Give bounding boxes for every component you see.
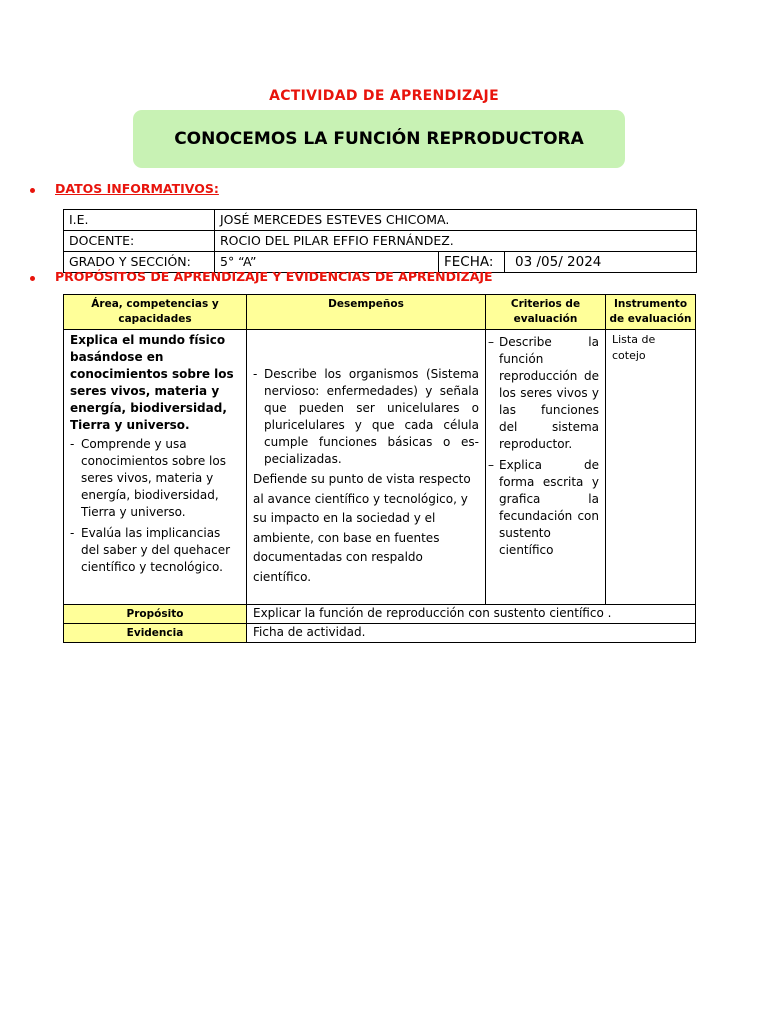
evidencia-value: Ficha de actividad. bbox=[247, 624, 696, 643]
instrumento-cell: Lista de cotejo bbox=[606, 330, 696, 605]
desempenos-cell bbox=[247, 330, 486, 605]
docente-label: DOCENTE: bbox=[64, 231, 215, 252]
table-row bbox=[64, 231, 697, 252]
grado-value: 5° “A” bbox=[215, 252, 439, 273]
evidencia-label: Evidencia bbox=[64, 624, 247, 643]
table-header-row bbox=[64, 295, 696, 330]
info-table bbox=[63, 209, 697, 273]
proposito-value: Explicar la función de reproducción con sustento científico . bbox=[247, 605, 696, 624]
learning-table bbox=[63, 294, 696, 643]
table-row bbox=[64, 624, 696, 643]
criterio-item: – Describe la función reproducción de los seres vivos y las funciones del sistema reproductor. bbox=[488, 335, 599, 451]
header-instrumento: Instrumento de evaluación bbox=[606, 295, 696, 330]
docente-value: ROCIO DEL PILAR EFFIO FERNÁNDEZ. bbox=[215, 231, 697, 252]
criterio-item: – Explica de forma escrita y grafica la fecundación con sustento científico bbox=[488, 458, 599, 557]
fecha-label: FECHA: bbox=[439, 252, 505, 273]
ie-label: I.E. bbox=[64, 210, 215, 231]
table-row bbox=[64, 330, 696, 605]
proposito-label: Propósito bbox=[64, 605, 247, 624]
header-criterios: Criterios de evaluación bbox=[486, 295, 606, 330]
table-row bbox=[64, 210, 697, 231]
header-desempenos: Desempeños bbox=[247, 295, 486, 330]
competencia-text: Explica el mundo físico basándose en conocimientos sobre los seres vivos, materia y energía, biodiversidad, Tierra y universo. bbox=[70, 333, 234, 432]
section-datos-informativos: DATOS INFORMATIVOS: bbox=[55, 181, 219, 196]
document-header: ACTIVIDAD DE APRENDIZAJE bbox=[269, 88, 499, 104]
bullet-icon bbox=[30, 276, 35, 281]
capacidad-item: - Evalúa las implicancias del saber y del quehacer científico y tecnológico. bbox=[70, 526, 231, 574]
capacidad-item: - Comprende y usa conocimientos sobre los seres vivos, materia y energía, biodiversidad, Tierra y universo. bbox=[70, 437, 226, 519]
title-box bbox=[133, 110, 625, 168]
desempeno-text: Defiende su punto de vista respecto al avance científico y tecnológico, y su impacto en la sociedad y el ambiente, con base en fuentes documentadas con respaldo científico. bbox=[253, 472, 471, 584]
desempeno-item: - Describe los organismos (Sistema nervioso: enfermedades) y señala que pueden ser unicelulares o pluricelulares y que cada célula cumple funciones básicas o es- pecializadas. bbox=[253, 367, 479, 466]
section-propositos: PROPÓSITOS DE APRENDIZAJE Y EVIDENCIAS DE APRENDIZAJE bbox=[55, 269, 493, 284]
table-row bbox=[64, 605, 696, 624]
grado-label: GRADO Y SECCIÓN: bbox=[64, 252, 215, 273]
ie-value: JOSÉ MERCEDES ESTEVES CHICOMA. bbox=[215, 210, 697, 231]
criterios-cell bbox=[486, 330, 606, 605]
page-title: CONOCEMOS LA FUNCIÓN REPRODUCTORA bbox=[174, 129, 584, 149]
bullet-icon bbox=[30, 188, 35, 193]
area-cell bbox=[64, 330, 247, 605]
fecha-value: 03 /05/ 2024 bbox=[505, 252, 697, 273]
header-area: Área, competencias y capacidades bbox=[64, 295, 247, 330]
